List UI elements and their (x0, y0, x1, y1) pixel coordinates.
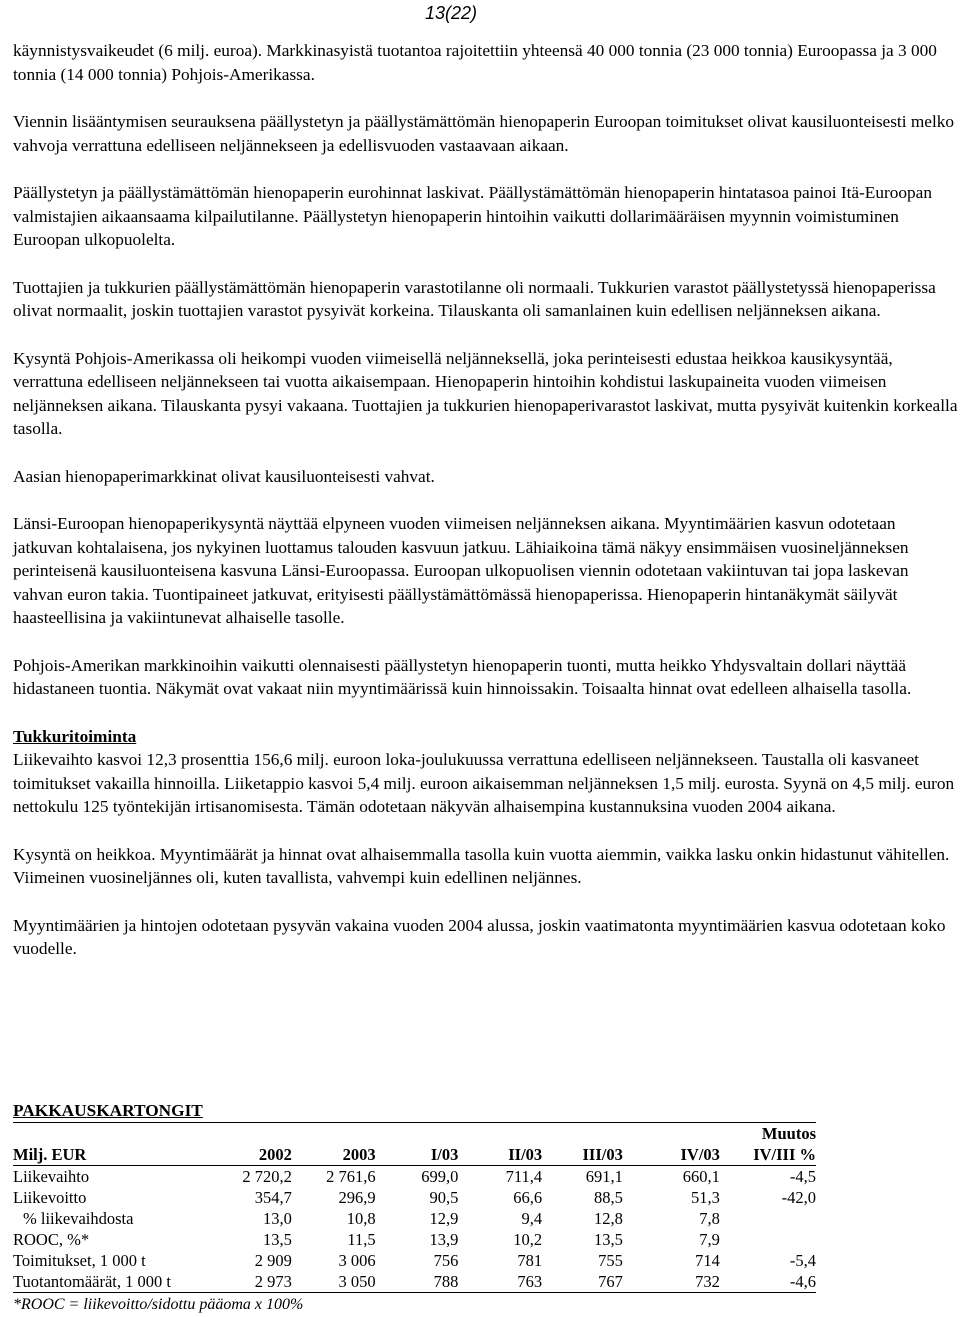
table-cell (720, 1229, 816, 1250)
table-cell: 9,4 (521, 1209, 543, 1228)
table-cell: 755 (598, 1251, 623, 1270)
table-cell: 66,6 (513, 1188, 543, 1207)
table-cell: 11,5 (347, 1230, 376, 1249)
column-header: II/03 (458, 1144, 542, 1166)
paragraph: Kysyntä Pohjois-Amerikassa oli heikompi vuoden viimeisellä neljänneksellä, joka perinteisesti edustaa heikkoa kausikysyntää, verrattuna edelliseen neljännekseen tai vuotta aikaisempaan. Hienopaperin hintoihin kohdistui laskupaineita vuoden viimeisen neljänneksen aikana. Tilauskanta pysyi vakaana. Tuottajien ja tukkurien hienopaperivarastot laskivat, mutta pysyivät kuitenkin korkealla tasolla. (13, 348, 958, 438)
table-cell: 714 (695, 1251, 720, 1270)
table-row (13, 1166, 816, 1188)
table-cell: -4,5 (789, 1167, 816, 1186)
table-cell: 7,8 (699, 1209, 720, 1228)
table-footnote: *ROOC = liikevoitto/sidottu pääoma x 100% (13, 1296, 304, 1313)
table-cell: 711,4 (505, 1167, 543, 1186)
column-header: IV/03 (623, 1144, 720, 1166)
table-cell: 660,1 (682, 1167, 720, 1186)
table-cell: Tuotantomäärät, 1 000 t (13, 1271, 197, 1293)
table-cell: 2 761,6 (326, 1167, 376, 1186)
column-header: 2002 (197, 1144, 292, 1166)
table-cell: 13,0 (263, 1209, 292, 1228)
table-cell: 13,5 (263, 1230, 292, 1249)
table-cell: 3 006 (338, 1251, 376, 1270)
paragraph: Pohjois-Amerikan markkinoihin vaikutti olennaisesti päällystetyn hienopaperin tuonti, mutta heikko Yhdysvaltain dollari näyttää hidastaneen tuontia. Näkymät ovat vakaat niin myyntimäärissä kuin hinnoissakin. Toisaalta hinnat ovat edelleen alhaisella tasolla. (13, 655, 912, 698)
table-row (13, 1187, 816, 1208)
table-cell: 732 (623, 1271, 720, 1293)
table-cell: 13,5 (594, 1230, 623, 1249)
paragraph: Tuottajien ja tukkurien päällystämättömän hienopaperin varastotilanne oli normaali. Tukkurien varastot päällystetyssä hienopaperissa olivat normaalit, joskin tuottajien varastot pysyivät korkeina. Tilauskanta oli samanlainen kuin edellisen neljänneksen aikana. (13, 277, 936, 320)
table-cell: 2 909 (254, 1251, 292, 1270)
table-cell: 90,5 (429, 1188, 459, 1207)
table-row (13, 1208, 816, 1229)
table-cell: ROOC, %* (13, 1230, 90, 1249)
table-cell: Liikevaihto (13, 1167, 90, 1186)
column-header: Milj. EUR (13, 1144, 197, 1166)
table-cell: 51,3 (691, 1188, 720, 1207)
paragraph: Viennin lisääntymisen seurauksena päällystetyn ja päällystämättömän hienopaperin Euroopan toimitukset olivat kausiluonteisesti melko vahvoja verrattuna edelliseen neljännekseen ja edellisvuoden vastaavaan aikaan. (13, 112, 955, 155)
paragraph: Liikevaihto kasvoi 12,3 prosenttia 156,6 milj. euroon loka-joulukuussa verrattuna edelliseen neljännekseen. Taustalla oli kasvaneet toimitukset vakailla hinnoilla. Liiketappio kasvoi 5,4 milj. euroon aikaisemman neljänneksen 1,5 milj. eurosta. Syynä on 4,5 milj. euron nettokulu 125 työntekijän irtisanomisesta. Tämän odotetaan näkyvän alhaisempina kustannuksina vuoden 2004 aikana. (13, 750, 955, 816)
table-cell: 788 (376, 1271, 459, 1293)
table-cell: Toimitukset, 1 000 t (13, 1251, 146, 1270)
column-header-muutos: Muutos (720, 1123, 816, 1145)
table-cell: 767 (542, 1271, 623, 1293)
table-cell: 2 720,2 (242, 1167, 292, 1186)
table-cell: 13,9 (429, 1230, 459, 1249)
table-cell: 354,7 (254, 1188, 292, 1207)
table-cell: 10,2 (513, 1230, 543, 1249)
table-cell: % liikevaihdosta (23, 1209, 134, 1228)
table-cell: 763 (458, 1271, 542, 1293)
table-cell: 12,8 (594, 1209, 623, 1228)
table-cell: Liikevoitto (13, 1188, 87, 1207)
table-cell: -4,6 (720, 1271, 816, 1293)
table-row (13, 1250, 816, 1271)
column-header: I/03 (376, 1144, 459, 1166)
table-cell: 3 050 (292, 1271, 376, 1293)
table-cell: 12,9 (429, 1209, 459, 1228)
section-heading: Tukkuritoiminta (13, 726, 137, 746)
table-cell: 296,9 (338, 1188, 376, 1207)
page-number: 13(22) (425, 3, 478, 23)
column-header: IV/III % (720, 1144, 816, 1166)
paragraph: Päällystetyn ja päällystämättömän hienopaperin eurohinnat laskivat. Päällystämättömän hienopaperin hintatasoa painoi Itä-Euroopan valmistajien aikaansaama kilpailutilanne. Päällystetyn hienopaperin hintoihin vaikutti dollarimääräisen myynnin voimistuminen Euroopan ulkopuolelta. (13, 183, 932, 249)
column-header: III/03 (542, 1144, 623, 1166)
table-cell: 699,0 (421, 1167, 459, 1186)
table-row (13, 1271, 816, 1293)
table-cell: 2 973 (197, 1271, 292, 1293)
table-cell: 7,9 (699, 1230, 720, 1249)
paragraph: Kysyntä on heikkoa. Myyntimäärät ja hinnat ovat alhaisemmalla tasolla kuin vuotta aiemmin, vaikka lasku onkin hidastunut vähitellen. Viimeinen vuosineljännes oli, kuten tavallista, vahvempi kuin edellinen neljännes. (13, 844, 950, 887)
table-cell: 88,5 (594, 1188, 623, 1207)
table-cell: 10,8 (346, 1209, 376, 1228)
table-cell: 756 (433, 1251, 459, 1270)
table-cell: -5,4 (789, 1251, 816, 1270)
document-body (13, 39, 958, 985)
table-cell: 691,1 (585, 1167, 623, 1186)
paragraph: käynnistysvaikeudet (6 milj. euroa). Markkinasyistä tuotantoa rajoitettiin yhteensä 40 000 tonnia (23 000 tonnia) Euroopassa ja 3 000 tonnia (14 000 tonnia) Pohjois-Amerikassa. (13, 41, 937, 84)
column-header: 2003 (292, 1144, 376, 1166)
table-cell (720, 1208, 816, 1229)
table-title: PAKKAUSKARTONGIT (13, 1101, 203, 1120)
table-cell: -42,0 (781, 1188, 816, 1207)
paragraph: Länsi-Euroopan hienopaperikysyntä näyttää elpyneen vuoden viimeisen neljänneksen aikana. Myyntimäärien kasvun odotetaan jatkuvan kohtalaisena, jos nykyinen luottamus talouden kasvuun jatkuu. Lähiaikoina tämä näkyy ensimmäisen vuosineljänneksen perinteisenä kausiluonteisena kasvuna Länsi-Euroopassa. Euroopan ulkopuolisen viennin odotetaan vakiintuvan tai jopa laskevan vahvan euron takia. Tuontipaineet jatkuvat, erityisesti päällystämättömässä hienopaperissa. Hienopaperin hintanäkymät säilyvät haasteellisina ja vakiintunevat alhaiselle tasolle. (13, 514, 909, 627)
paragraph: Aasian hienopaperimarkkinat olivat kausiluonteisesti vahvat. (13, 466, 435, 486)
paragraph: Myyntimäärien ja hintojen odotetaan pysyvän vakaina vuoden 2004 alussa, joskin vaatimatonta myyntimäärien kasvua odotetaan koko vuodelle. (13, 915, 946, 958)
financial-table (13, 1122, 816, 1293)
table-cell: 781 (517, 1251, 543, 1270)
table-row (13, 1229, 816, 1250)
